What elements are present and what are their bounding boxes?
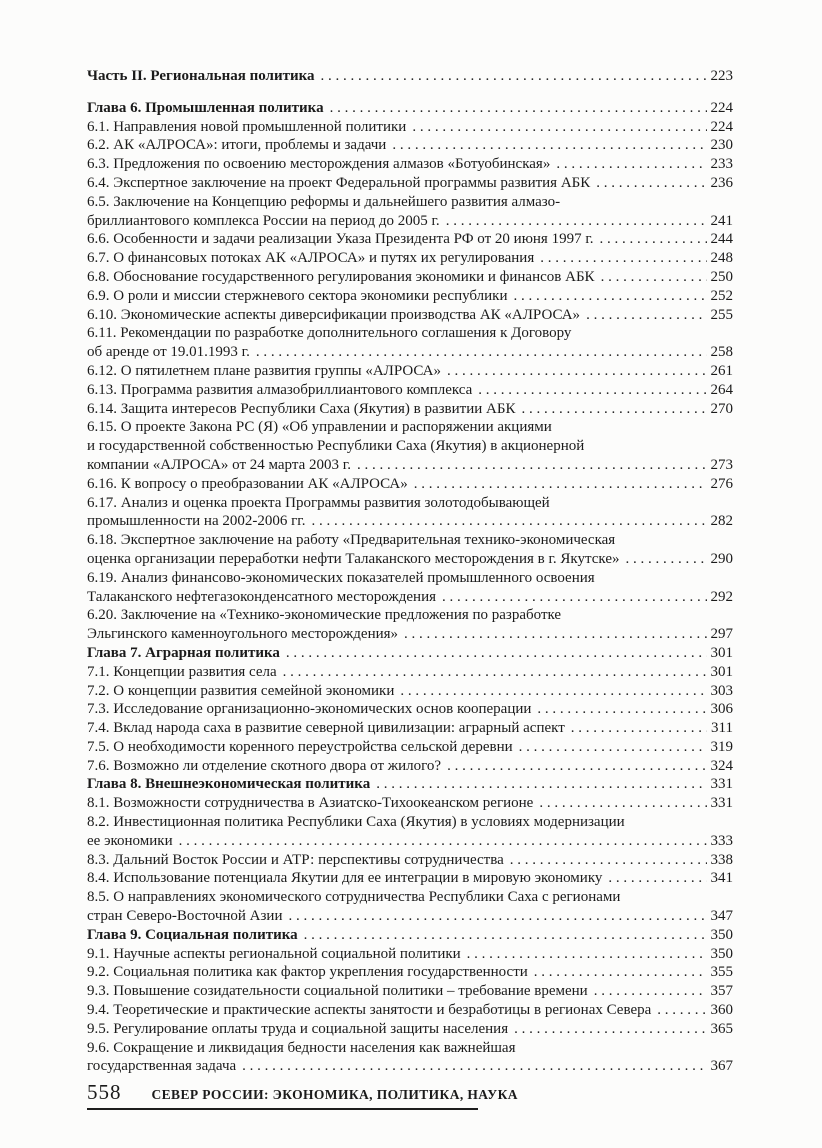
dot-leader (442, 588, 707, 607)
toc-entry-text: 6.4. Экспертное заключение на проект Федеральной программы развития АБК (87, 174, 591, 191)
toc-entry-text: 9.4. Теоретические и практические аспекты занятости и безработицы в регионах Севера (87, 1002, 652, 1019)
toc-page-number: 297 (710, 626, 733, 643)
toc-entry-text: 6.3. Предложения по освоению месторождения алмазов «Ботуобинская» (87, 156, 551, 173)
toc-entry (87, 212, 733, 231)
toc-entry (87, 306, 733, 325)
toc-page-number: 258 (710, 344, 733, 361)
toc-entry (87, 437, 733, 456)
dot-leader (256, 343, 707, 362)
toc-entry-text: 9.1. Научные аспекты региональной социальной политики (87, 945, 461, 962)
toc-entry (87, 155, 733, 174)
toc-entry (87, 700, 733, 719)
toc-page-number: 224 (710, 99, 733, 116)
toc-heading (87, 644, 733, 663)
dot-leader (600, 230, 707, 249)
toc-entry (87, 719, 733, 738)
toc-entry (87, 287, 733, 306)
folio-page-number: 558 (87, 1080, 122, 1104)
dot-leader (242, 1057, 706, 1076)
toc-page-number: 261 (710, 362, 733, 379)
dot-leader (556, 155, 706, 174)
toc-entry (87, 1020, 733, 1039)
toc-page-number: 276 (710, 475, 733, 492)
toc-entry (87, 118, 733, 137)
toc-entry (87, 907, 733, 926)
toc-page-number: 290 (710, 550, 733, 567)
running-title: СЕВЕР РОССИИ: ЭКОНОМИКА, ПОЛИТИКА, НАУКА (151, 1087, 518, 1102)
toc-entry-text: 6.5. Заключение на Концепцию реформы и дальнейшего развития алмазо- (87, 193, 561, 210)
toc-page-number: 319 (710, 738, 733, 755)
toc-entry-text: 6.1. Направления новой промышленной политики (87, 118, 407, 135)
toc-page-number: 252 (710, 287, 733, 304)
toc-page-number: 365 (710, 1020, 733, 1037)
toc-entry-text: Эльгинского каменноугольного месторождения» (87, 626, 399, 643)
toc-entry-text: об аренде от 19.01.1993 г. (87, 344, 250, 361)
toc-entry (87, 362, 733, 381)
toc-entry (87, 869, 733, 888)
toc-entry (87, 249, 733, 268)
toc-entry (87, 1001, 733, 1020)
dot-leader (392, 136, 706, 155)
toc-entry-text: 9.3. Повышение созидательности социальной политики – требование времени (87, 983, 588, 1000)
toc-entry-text: Глава 8. Внешнеэкономическая политика (87, 776, 371, 793)
toc-entry (87, 625, 733, 644)
toc-entry-text: компании «АЛРОСА» от 24 марта 2003 г. (87, 456, 351, 473)
toc-entry-text: 7.4. Вклад народа саха в развитие северной цивилизации: аграрный аспект (87, 720, 565, 737)
toc-entry-text: 6.6. Особенности и задачи реализации Указа Президента РФ от 20 июня 1997 г. (87, 231, 594, 248)
toc-entry (87, 945, 733, 964)
page-footer (87, 1080, 733, 1110)
toc-entry-text: 6.8. Обоснование государственного регулирования экономики и финансов АБК (87, 268, 595, 285)
toc-entry-text: 7.6. Возможно ли отделение скотного двора от жилого? (87, 757, 442, 774)
toc-entry-text: 7.1. Концепции развития села (87, 663, 277, 680)
toc-entry-text: 6.17. Анализ и оценка проекта Программы развития золотодобывающей (87, 494, 550, 511)
dot-leader (414, 475, 707, 494)
toc-entry-text: Часть II. Региональная политика (87, 68, 315, 84)
dot-leader (586, 306, 706, 325)
dot-leader (510, 851, 707, 870)
toc-page-number: 324 (710, 757, 733, 774)
dot-leader (311, 512, 706, 531)
footer-text-row (87, 1080, 733, 1104)
dot-leader (596, 174, 706, 193)
toc-entry (87, 888, 733, 907)
dot-leader (446, 212, 707, 231)
toc-entry (87, 381, 733, 400)
toc-entry-text: стран Северо-Восточной Азии (87, 908, 283, 925)
dot-leader (447, 757, 706, 776)
toc-entry (87, 136, 733, 155)
toc-entry-text: 6.9. О роли и миссии стержневого сектора экономики республики (87, 287, 508, 304)
toc-entry (87, 268, 733, 287)
toc-entry (87, 682, 733, 701)
toc-entry-text: 6.14. Защита интересов Республики Саха (Якутия) в развитии АБК (87, 400, 516, 417)
toc-page-number: 292 (710, 588, 733, 605)
toc-page-number: 230 (710, 137, 733, 154)
toc-entry-text: 6.20. Заключение на «Технико-экономические предложения по разработке (87, 607, 562, 624)
toc-entry-text: Глава 7. Аграрная политика (87, 644, 280, 661)
toc-entry-text: 6.13. Программа развития алмазобриллиантового комплекса (87, 381, 473, 398)
toc-entry-text: 6.2. АК «АЛРОСА»: итоги, проблемы и задачи (87, 137, 387, 154)
toc-entry-text: 6.12. О пятилетнем плане развития группы «АЛРОСА» (87, 362, 441, 379)
toc-entry (87, 757, 733, 776)
toc-entry (87, 606, 733, 625)
toc-entry (87, 588, 733, 607)
toc-entry (87, 230, 733, 249)
toc-page-number: 282 (710, 513, 733, 530)
toc-page-number: 244 (710, 231, 733, 248)
dot-leader (330, 99, 707, 118)
toc-entry-text: 6.18. Экспертное заключение на работу «Предварительная технико-экономическая (87, 532, 616, 549)
toc-entry (87, 456, 733, 475)
dot-leader (534, 963, 707, 982)
toc-heading (87, 926, 733, 945)
dot-leader (540, 249, 706, 268)
dot-leader (539, 794, 706, 813)
toc-entry-text: Глава 9. Социальная политика (87, 926, 298, 943)
toc-entry (87, 813, 733, 832)
dot-leader (304, 926, 707, 945)
toc-page-number: 367 (710, 1058, 733, 1075)
toc-heading (87, 99, 733, 118)
toc-entry (87, 512, 733, 531)
toc-page-number: 301 (710, 644, 733, 661)
toc-entry (87, 569, 733, 588)
toc-entry-text: 6.16. К вопросу о преобразовании АК «АЛРОСА» (87, 475, 408, 492)
toc-entry (87, 832, 733, 851)
footer-rule (87, 1108, 478, 1110)
toc-page-number: 350 (710, 926, 733, 943)
toc-entry-text: 7.2. О концепции развития семейной экономики (87, 682, 395, 699)
toc-page-number: 350 (710, 945, 733, 962)
toc-page-number: 338 (710, 851, 733, 868)
toc-page-number: 331 (710, 776, 733, 793)
dot-leader (357, 456, 707, 475)
toc-page-number: 303 (710, 682, 733, 699)
dot-leader (519, 738, 707, 757)
toc-entry-text: 8.4. Использование потенциала Якутии для ее интеграции в мировую экономику (87, 870, 603, 887)
toc-entry-text: 8.5. О направлениях экономического сотрудничества Республики Саха с регионами (87, 889, 621, 906)
toc-page-number: 311 (711, 720, 733, 737)
toc-entry (87, 550, 733, 569)
toc-page-number: 223 (710, 68, 733, 84)
toc-entry-text: и государственной собственностью Республики Саха (Якутия) в акционерной (87, 438, 585, 455)
dot-leader (537, 700, 706, 719)
toc-entry-text: государственная задача (87, 1058, 237, 1075)
toc-entry-text: 8.1. Возможности сотрудничества в Азиатско-Тихоокеанском регионе (87, 795, 534, 812)
dot-leader (657, 1001, 706, 1020)
dot-leader (514, 287, 707, 306)
toc-entry-text: 7.5. О необходимости коренного переустройства сельской деревни (87, 738, 513, 755)
toc-page-number: 331 (710, 795, 733, 812)
toc-page-number: 250 (710, 268, 733, 285)
toc-entry-text: промышленности на 2002-2006 гг. (87, 513, 306, 530)
dot-leader (521, 400, 706, 419)
toc-entry-text: оценка организации переработки нефти Талаканского месторождения в г. Якутске» (87, 550, 620, 567)
toc-entry-text: 6.11. Рекомендации по разработке дополнительного соглашения к Договору (87, 325, 572, 342)
toc-entry (87, 531, 733, 550)
toc-entry (87, 1039, 733, 1058)
table-of-contents (87, 67, 733, 1076)
dot-leader (601, 268, 707, 287)
toc-entry-text: Глава 6. Промышленная политика (87, 99, 324, 116)
dot-leader (514, 1020, 706, 1039)
toc-entry (87, 418, 733, 437)
dot-leader (376, 775, 706, 794)
toc-page-number: 273 (710, 456, 733, 473)
dot-leader (412, 118, 706, 137)
toc-entry-text: 6.15. О проекте Закона РС (Я) «Об управлении и распоряжении акциями (87, 419, 552, 436)
toc-entry (87, 663, 733, 682)
toc-entry (87, 1057, 733, 1076)
toc-page-number: 248 (710, 250, 733, 267)
toc-entry-text: 9.2. Социальная политика как фактор укрепления государственности (87, 964, 528, 981)
toc-entry (87, 343, 733, 362)
toc-page-number: 341 (710, 870, 733, 887)
toc-entry (87, 794, 733, 813)
toc-page-number: 255 (710, 306, 733, 323)
dot-leader (571, 719, 707, 738)
dot-leader (594, 982, 707, 1001)
toc-entry (87, 982, 733, 1001)
toc-entry-text: бриллиантового комплекса России на период до 2005 г. (87, 212, 440, 229)
toc-heading (87, 775, 733, 794)
toc-page-number: 233 (710, 156, 733, 173)
toc-page-number: 355 (710, 964, 733, 981)
toc-entry-text: 8.2. Инвестиционная политика Республики Саха (Якутия) в условиях модернизации (87, 814, 625, 831)
dot-leader (625, 550, 706, 569)
toc-entry-text: 6.19. Анализ финансово-экономических показателей промышленного освоения (87, 569, 595, 586)
toc-entry (87, 475, 733, 494)
toc-page-number: 301 (710, 663, 733, 680)
toc-entry (87, 738, 733, 757)
toc-page-number: 241 (710, 212, 733, 229)
toc-page-number: 270 (710, 400, 733, 417)
toc-entry (87, 494, 733, 513)
toc-page-number: 333 (710, 832, 733, 849)
dot-leader (404, 625, 706, 644)
toc-entry-text: Талаканского нефтегазоконденсатного месторождения (87, 588, 436, 605)
dot-leader (467, 945, 707, 964)
toc-entry-text: 6.10. Экономические аспекты диверсификации производства АК «АЛРОСА» (87, 306, 581, 323)
dot-leader (447, 362, 707, 381)
dot-leader (289, 907, 707, 926)
toc-entry (87, 963, 733, 982)
dot-leader (400, 682, 706, 701)
dot-leader (283, 663, 707, 682)
dot-leader (321, 67, 707, 86)
toc-entry-text: 7.3. Исследование организационно-экономических основ кооперации (87, 701, 532, 718)
toc-entry (87, 324, 733, 343)
toc-page-number: 357 (710, 983, 733, 1000)
toc-page-number: 224 (710, 118, 733, 135)
toc-entry (87, 193, 733, 212)
dot-leader (478, 381, 706, 400)
toc-page-number: 360 (710, 1002, 733, 1019)
toc-entry-text: 8.3. Дальний Восток России и АТР: перспективы сотрудничества (87, 851, 504, 868)
dot-leader (608, 869, 706, 888)
toc-page-number: 347 (710, 908, 733, 925)
dot-leader (286, 644, 707, 663)
toc-entry (87, 400, 733, 419)
toc-page-number: 306 (710, 701, 733, 718)
toc-entry-text: 9.6. Сокращение и ликвидация бедности населения как важнейшая (87, 1039, 516, 1056)
toc-entry (87, 851, 733, 870)
toc-entry (87, 174, 733, 193)
toc-entry-text: ее экономики (87, 832, 173, 849)
toc-entry-text: 6.7. О финансовых потоках АК «АЛРОСА» и путях их регулирования (87, 250, 535, 267)
toc-entry-text: 9.5. Регулирование оплаты труда и социальной защиты населения (87, 1020, 509, 1037)
toc-heading (87, 67, 733, 86)
toc-page-number: 264 (710, 381, 733, 398)
toc-page-number: 236 (710, 174, 733, 191)
dot-leader (179, 832, 707, 851)
